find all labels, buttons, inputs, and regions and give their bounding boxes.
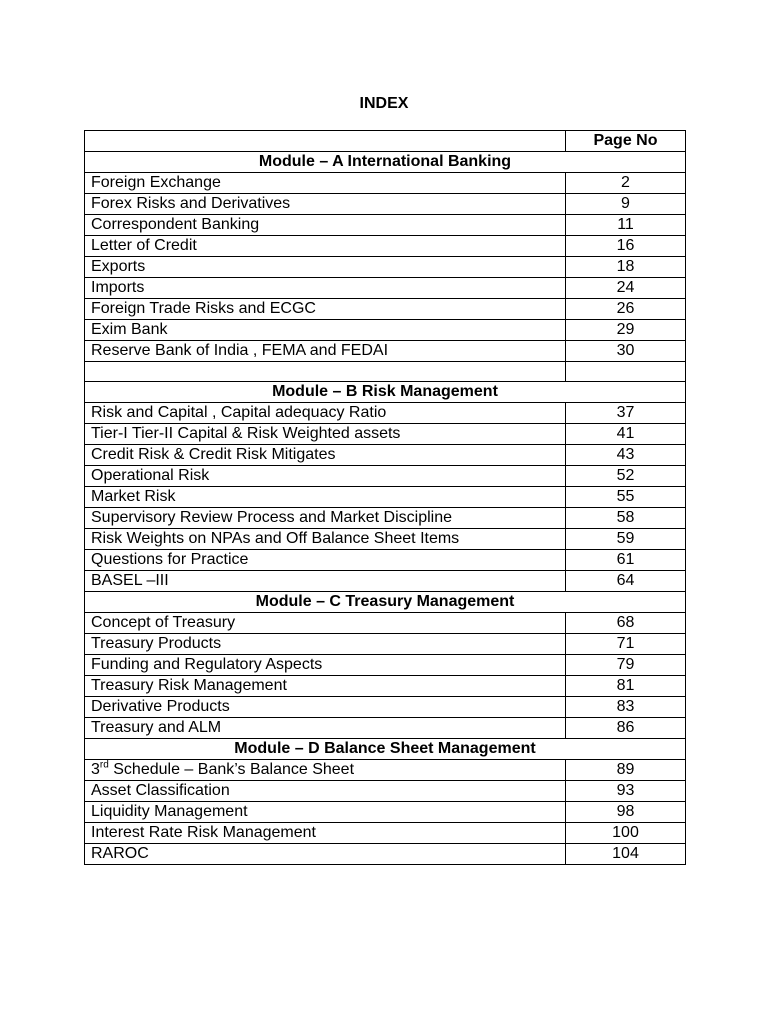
page-number-cell: 30 [566, 341, 686, 362]
table-row [85, 571, 686, 592]
table-row [85, 718, 686, 739]
page-number-cell [566, 362, 686, 382]
topic-prefix: 3 [91, 761, 100, 779]
table-row [85, 215, 686, 236]
page-number-cell: 64 [566, 571, 686, 592]
table-row [85, 173, 686, 194]
table-row [85, 529, 686, 550]
topic-cell: Supervisory Review Process and Market Discipline [85, 508, 566, 529]
table-row [85, 508, 686, 529]
page-number-cell: 55 [566, 487, 686, 508]
page-number-cell: 2 [566, 173, 686, 194]
table-row [85, 760, 686, 781]
page-number-cell: 41 [566, 424, 686, 445]
topic-cell: Forex Risks and Derivatives [85, 194, 566, 215]
topic-cell: Letter of Credit [85, 236, 566, 257]
table-row [85, 697, 686, 718]
topic-cell [85, 362, 566, 382]
table-row [85, 823, 686, 844]
topic-cell: Tier-I Tier-II Capital & Risk Weighted assets [85, 424, 566, 445]
table-row [85, 802, 686, 823]
table-row [85, 466, 686, 487]
table-row [85, 634, 686, 655]
page-number-cell: 86 [566, 718, 686, 739]
page-number-cell: 11 [566, 215, 686, 236]
topic-cell: Treasury and ALM [85, 718, 566, 739]
topic-text: Schedule – Bank’s Balance Sheet [108, 761, 355, 779]
topic-cell: Market Risk [85, 487, 566, 508]
page-number-cell: 59 [566, 529, 686, 550]
page-number-cell: 61 [566, 550, 686, 571]
table-row [85, 550, 686, 571]
topic-cell: Funding and Regulatory Aspects [85, 655, 566, 676]
page-number-cell: 29 [566, 320, 686, 341]
table-row [85, 424, 686, 445]
topic-cell: BASEL –III [85, 571, 566, 592]
page-title: INDEX [359, 95, 409, 112]
table-row [85, 403, 686, 424]
table-row [85, 844, 686, 865]
page-number-cell: 52 [566, 466, 686, 487]
topic-cell: Credit Risk & Credit Risk Mitigates [85, 445, 566, 466]
page-number-cell: 89 [566, 760, 686, 781]
topic-cell: Treasury Products [85, 634, 566, 655]
table-row [85, 362, 686, 382]
topic-cell: Asset Classification [85, 781, 566, 802]
table-row [85, 613, 686, 634]
table-row [85, 194, 686, 215]
page-number-cell: 18 [566, 257, 686, 278]
topic-cell: Risk Weights on NPAs and Off Balance Sheet Items [85, 529, 566, 550]
table-row [85, 257, 686, 278]
module-row [85, 382, 686, 403]
module-row [85, 592, 686, 613]
page-number-cell: 43 [566, 445, 686, 466]
table-row [85, 676, 686, 697]
topic-cell: Foreign Exchange [85, 173, 566, 194]
page-number-cell: 9 [566, 194, 686, 215]
header-topic-cell [85, 131, 566, 152]
table-row [85, 320, 686, 341]
topic-cell: RAROC [85, 844, 566, 865]
topic-cell: Derivative Products [85, 697, 566, 718]
topic-cell: Exports [85, 257, 566, 278]
table-row [85, 487, 686, 508]
topic-cell: Exim Bank [85, 320, 566, 341]
topic-cell: Treasury Risk Management [85, 676, 566, 697]
page-number-cell: 104 [566, 844, 686, 865]
topic-cell: Foreign Trade Risks and ECGC [85, 299, 566, 320]
table-row [85, 299, 686, 320]
page-number-cell: 83 [566, 697, 686, 718]
page-number-cell: 71 [566, 634, 686, 655]
module-row [85, 739, 686, 760]
page-number-cell: 24 [566, 278, 686, 299]
module-title: Module – A International Banking [85, 152, 686, 173]
page-number-cell: 100 [566, 823, 686, 844]
topic-superscript: rd [99, 760, 109, 772]
topic-cell: Reserve Bank of India , FEMA and FEDAI [85, 341, 566, 362]
topic-cell: Imports [85, 278, 566, 299]
module-title: Module – C Treasury Management [85, 592, 686, 613]
page-number-cell: 98 [566, 802, 686, 823]
topic-cell: Interest Rate Risk Management [85, 823, 566, 844]
page-number-cell: 26 [566, 299, 686, 320]
table-row [85, 236, 686, 257]
index-table-body [85, 131, 686, 865]
table-row [85, 278, 686, 299]
topic-cell: Operational Risk [85, 466, 566, 487]
topic-cell [85, 760, 566, 781]
table-row [85, 781, 686, 802]
topic-cell: Risk and Capital , Capital adequacy Ratio [85, 403, 566, 424]
page-number-cell: 58 [566, 508, 686, 529]
header-page-no: Page No [566, 131, 686, 152]
table-row [85, 655, 686, 676]
topic-cell: Questions for Practice [85, 550, 566, 571]
topic-cell: Concept of Treasury [85, 613, 566, 634]
module-title: Module – B Risk Management [85, 382, 686, 403]
module-row [85, 152, 686, 173]
page-number-cell: 79 [566, 655, 686, 676]
topic-cell: Correspondent Banking [85, 215, 566, 236]
page-number-cell: 68 [566, 613, 686, 634]
module-title: Module – D Balance Sheet Management [85, 739, 686, 760]
table-row [85, 341, 686, 362]
topic-cell: Liquidity Management [85, 802, 566, 823]
page-number-cell: 93 [566, 781, 686, 802]
table-row [85, 445, 686, 466]
index-table [84, 130, 686, 865]
table-header-row [85, 131, 686, 152]
page-number-cell: 37 [566, 403, 686, 424]
page-number-cell: 16 [566, 236, 686, 257]
page-number-cell: 81 [566, 676, 686, 697]
